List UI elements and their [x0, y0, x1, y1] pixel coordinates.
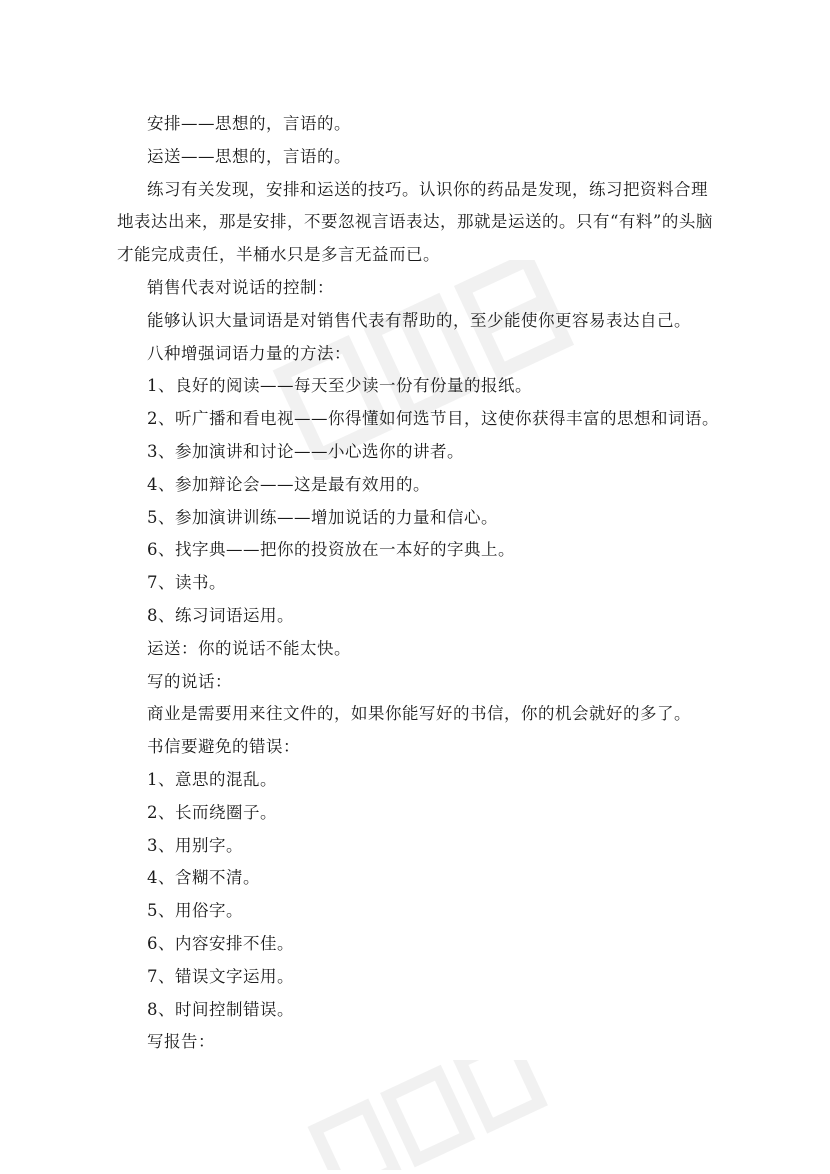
list-item: 6、找字典——把你的投资放在一本好的字典上。 [147, 540, 515, 560]
paragraph: 安排——思想的，言语的。 [147, 114, 351, 133]
paragraph: 写的说话： [147, 671, 232, 691]
list-item: 3、参加演讲和讨论——小心选你的讲者。 [147, 441, 464, 461]
body-text [117, 108, 717, 1059]
list-item: 5、参加演讲训练——增加说话的力量和信心。 [147, 507, 498, 527]
list-item: 4、含糊不清。 [147, 868, 260, 888]
list-item: 7、错误文字运用。 [147, 966, 294, 986]
paragraph: 书信要避免的错误： [147, 737, 300, 757]
list-item: 4、参加辩论会——这是最有效用的。 [147, 474, 430, 494]
paragraph: 写报告： [147, 1032, 215, 1052]
paragraph: 八种增强词语力量的方法： [147, 343, 351, 363]
paragraph: 练习有关发现，安排和运送的技巧。认识你的药品是发现，练习把资料合理地表达出来，那是安排，不要忽视言语表达，那就是运送的。只有“有料”的头脑才能完成责任，半桶水只是多言无益而已。 [117, 179, 713, 265]
list-item: 1、意思的混乱。 [147, 769, 277, 789]
paragraph: 运送：你的说话不能太快。 [147, 638, 351, 658]
list-item: 6、内容安排不佳。 [147, 933, 294, 953]
list-item: 5、用俗字。 [147, 901, 243, 921]
list-item: 1、良好的阅读——每天至少读一份有份量的报纸。 [147, 376, 532, 396]
list-item: 8、时间控制错误。 [147, 999, 294, 1019]
list-item: 2、长而绕圈子。 [147, 802, 277, 822]
paragraph: 运送——思想的，言语的。 [147, 146, 351, 166]
list-item: 8、练习词语运用。 [147, 605, 294, 625]
list-item: 3、用别字。 [147, 835, 243, 855]
watermark-logo-bottom-icon [300, 1060, 560, 1170]
paragraph: 能够认识大量词语是对销售代表有帮助的，至少能使你更容易表达自己。 [147, 310, 691, 330]
list-item: 7、读书。 [147, 573, 226, 593]
paragraph: 商业是需要用来往文件的，如果你能写好的书信，你的机会就好的多了。 [147, 704, 691, 724]
paragraph: 销售代表对说话的控制： [147, 277, 334, 297]
list-item: 2、听广播和看电视——你得懂如何选节目，这使你获得丰富的思想和词语。 [147, 409, 719, 429]
